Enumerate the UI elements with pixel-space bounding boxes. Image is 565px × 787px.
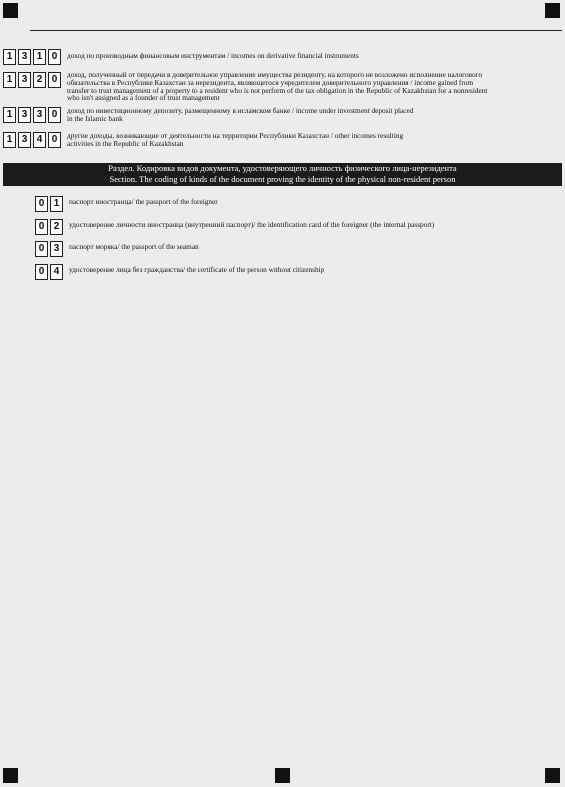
income-code-description <box>67 107 413 123</box>
code-digit: 2 <box>50 219 63 235</box>
document-code-row <box>35 196 218 212</box>
registration-mark-bottom-right <box>545 768 560 783</box>
code-digit: 0 <box>48 132 61 148</box>
code-digit: 0 <box>48 49 61 65</box>
header-rule <box>30 30 562 31</box>
code-digit: 3 <box>18 107 31 123</box>
registration-mark-top-left <box>3 3 18 18</box>
code-digit: 1 <box>33 49 46 65</box>
document-code-label: паспорт моряка/ the passport of the seaman <box>69 242 199 251</box>
code-boxes <box>35 264 63 280</box>
document-code-row <box>35 219 434 235</box>
income-code-row <box>3 107 413 123</box>
document-code-row <box>35 241 199 257</box>
code-digit: 0 <box>35 219 48 235</box>
document-code-row <box>35 264 324 280</box>
code-digit: 1 <box>50 196 63 212</box>
description-line: доход, полученный от передачи в доверительное управление имущества резиденту, на которого не возложено исполнение налогового <box>67 70 483 79</box>
code-boxes <box>35 241 63 257</box>
code-digit: 0 <box>35 241 48 257</box>
code-digit: 1 <box>3 107 16 123</box>
code-digit: 1 <box>3 72 16 88</box>
document-code-label: удостоверение лица без гражданства/ the certificate of the person without citizenship <box>69 265 325 274</box>
income-code-row <box>3 49 359 65</box>
code-boxes <box>3 72 61 88</box>
description-line: activities in the Republic of Kazakhstan <box>67 138 184 148</box>
code-digit: 4 <box>33 132 46 148</box>
description-line: другие доходы, возникающие от деятельности на территории Республики Казахстан / other incomes resulting <box>67 131 404 140</box>
description-line: in the Islamic bank <box>67 113 123 123</box>
code-digit: 3 <box>33 107 46 123</box>
description-line: доход по производным финансовым инструментам / incomes on derivative financial instruments <box>67 51 359 60</box>
code-digit: 0 <box>48 72 61 88</box>
code-boxes <box>35 196 63 212</box>
code-digit: 3 <box>50 241 63 257</box>
code-digit: 3 <box>18 72 31 88</box>
section-title-en: Section. The coding of kinds of the document proving the identity of the physical non-resident person <box>109 174 456 184</box>
code-digit: 3 <box>18 49 31 65</box>
section-header <box>3 163 562 186</box>
code-boxes <box>3 132 61 148</box>
income-code-description <box>67 49 359 60</box>
description-line: who isn't assigned as a founder of trust management <box>67 93 220 103</box>
description-line: transfer to trust management of a property to a resident who is not perform of the tax obligation in the Republic of Kazakhstan for a nonresident <box>67 85 488 95</box>
income-code-row <box>3 71 487 102</box>
code-digit: 4 <box>50 264 63 280</box>
code-boxes <box>35 219 63 235</box>
code-boxes <box>3 107 61 123</box>
document-code-label: паспорт иностранца/ the passport of the foreigner <box>69 197 218 206</box>
description-line: обязательства в Республике Казахстан за нерезидента, являющегося учредителем доверительного управления / income gained from <box>67 77 474 87</box>
code-digit: 1 <box>3 49 16 65</box>
code-digit: 0 <box>48 107 61 123</box>
code-digit: 2 <box>33 72 46 88</box>
registration-mark-bottom-left <box>3 768 18 783</box>
income-code-description <box>67 71 487 102</box>
code-digit: 0 <box>35 264 48 280</box>
section-title-ru: Раздел. Кодировка видов документа, удостоверяющего личность физического лица-нерезидента <box>108 163 457 173</box>
income-code-description <box>67 132 403 148</box>
registration-mark-top-right <box>545 3 560 18</box>
document-code-label: удостоверение личности иностранца (внутренний паспорт)/ the identification card of the foreigner (the internal passport) <box>69 220 435 229</box>
description-line: доход по инвестиционному депозиту, размещенному в исламском банке / income under investment deposit placed <box>67 106 414 115</box>
code-boxes <box>3 49 61 65</box>
code-digit: 3 <box>18 132 31 148</box>
income-code-row <box>3 132 403 148</box>
registration-mark-bottom-center <box>275 768 290 783</box>
code-digit: 1 <box>3 132 16 148</box>
code-digit: 0 <box>35 196 48 212</box>
